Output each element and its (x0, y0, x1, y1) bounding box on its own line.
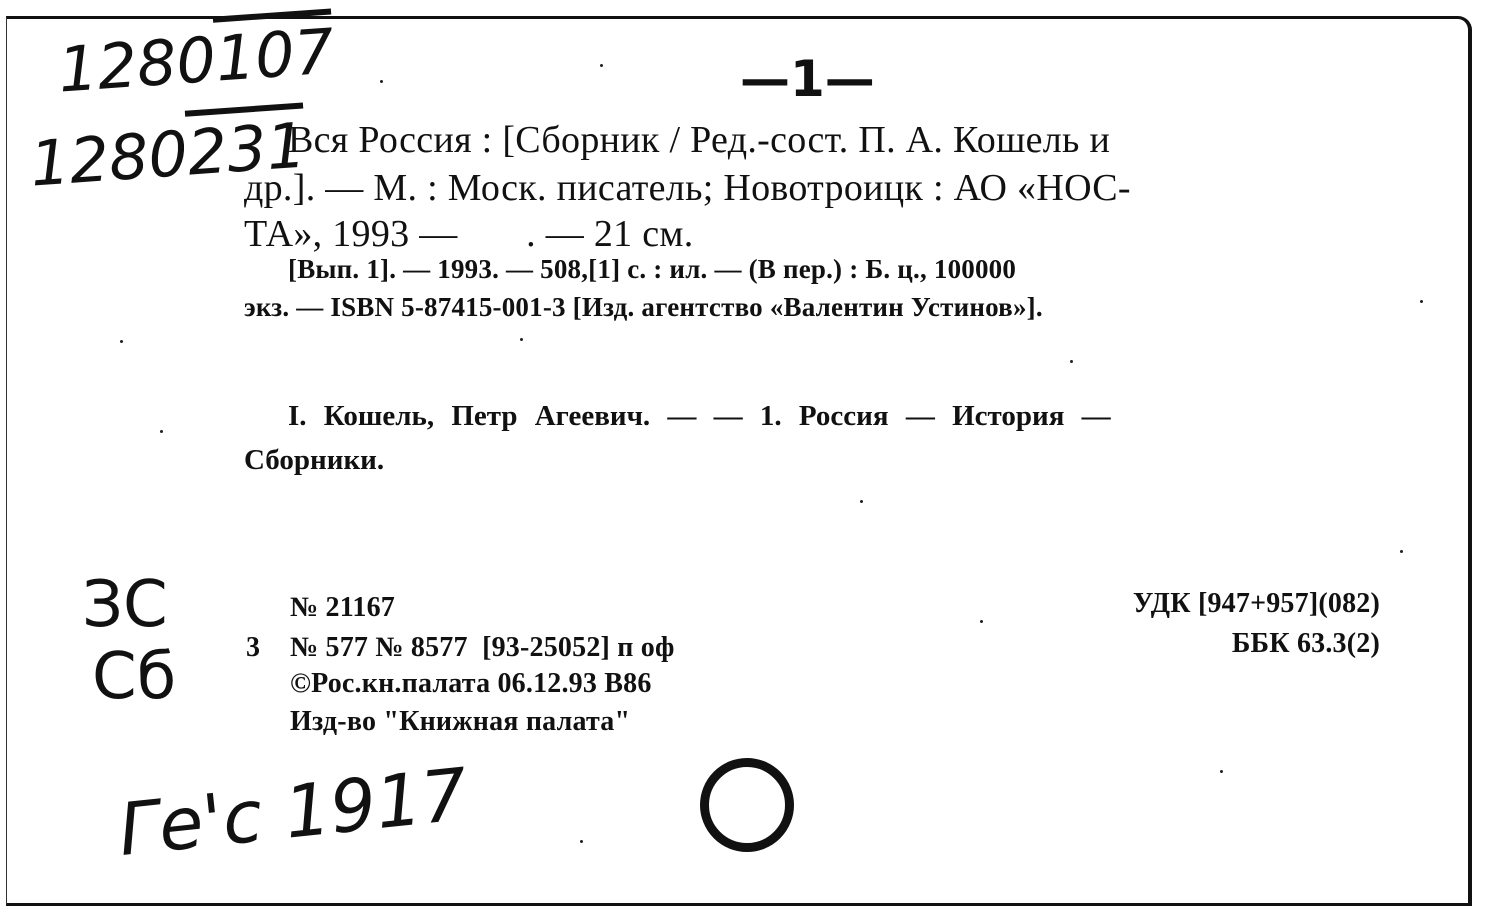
card-number: № 21167 (290, 592, 395, 623)
udc-code: УДК [947+957](082) (1132, 588, 1380, 619)
card-publisher: Изд-во "Книжная палата" (290, 706, 631, 737)
scan-speck (580, 840, 583, 843)
scan-speck (1400, 550, 1403, 553)
record-line-3: ТА», 1993 — . — 21 см. (244, 213, 694, 255)
scan-speck (160, 430, 163, 433)
handwritten-shelf-mark-1: 1280107 (55, 14, 337, 107)
record-line-1: Вся Россия : [Сборник / Ред.-сост. П. А. Кошель и (288, 119, 1111, 161)
handwritten-shelf-mark-2: 1280231 (27, 108, 309, 201)
handwritten-code-sb: Сб (92, 640, 177, 714)
stamp-circle (700, 758, 794, 852)
subject-line-1: I. Кошель, Петр Агеевич. — — 1. Россия — История — (288, 400, 1111, 432)
scan-speck (980, 620, 983, 623)
scan-speck (1420, 300, 1423, 303)
bbk-code: ББК 63.3(2) (1231, 628, 1380, 659)
card-prefix: 3 (246, 632, 261, 663)
scan-speck (380, 80, 383, 83)
issue-line-2: экз. — ISBN 5-87415-001-3 [Изд. агентство «Валентин Устинов»]. (244, 292, 1043, 322)
scan-speck (120, 340, 123, 343)
card-copyright: ©Рос.кн.палата 06.12.93 В86 (290, 668, 652, 699)
handwritten-shelf-mark-1-over: 107 (213, 14, 337, 96)
issue-line-1: [Вып. 1]. — 1993. — 508,[1] с. : ил. — (В пер.) : Б. ц., 100000 (288, 254, 1017, 284)
record-line-2: др.]. — М. : Моск. писатель; Новотроицк : АО «НОС- (244, 167, 1131, 209)
subject-line-2: Сборники. (244, 444, 385, 476)
card-codes: № 577 № 8577 [93-25052] п оф (290, 632, 675, 663)
scan-speck (520, 338, 523, 341)
handwritten-shelf-mark-2-over: 231 (185, 108, 309, 190)
scan-speck (860, 500, 863, 503)
handwritten-bottom-note: Ге'с 1917 (114, 751, 472, 873)
handwritten-page-number: —1— (740, 50, 875, 108)
scan-speck (1070, 360, 1073, 363)
scan-speck (600, 64, 603, 67)
handwritten-code-zs: ЗС (82, 568, 168, 642)
scan-speck (1220, 770, 1223, 773)
